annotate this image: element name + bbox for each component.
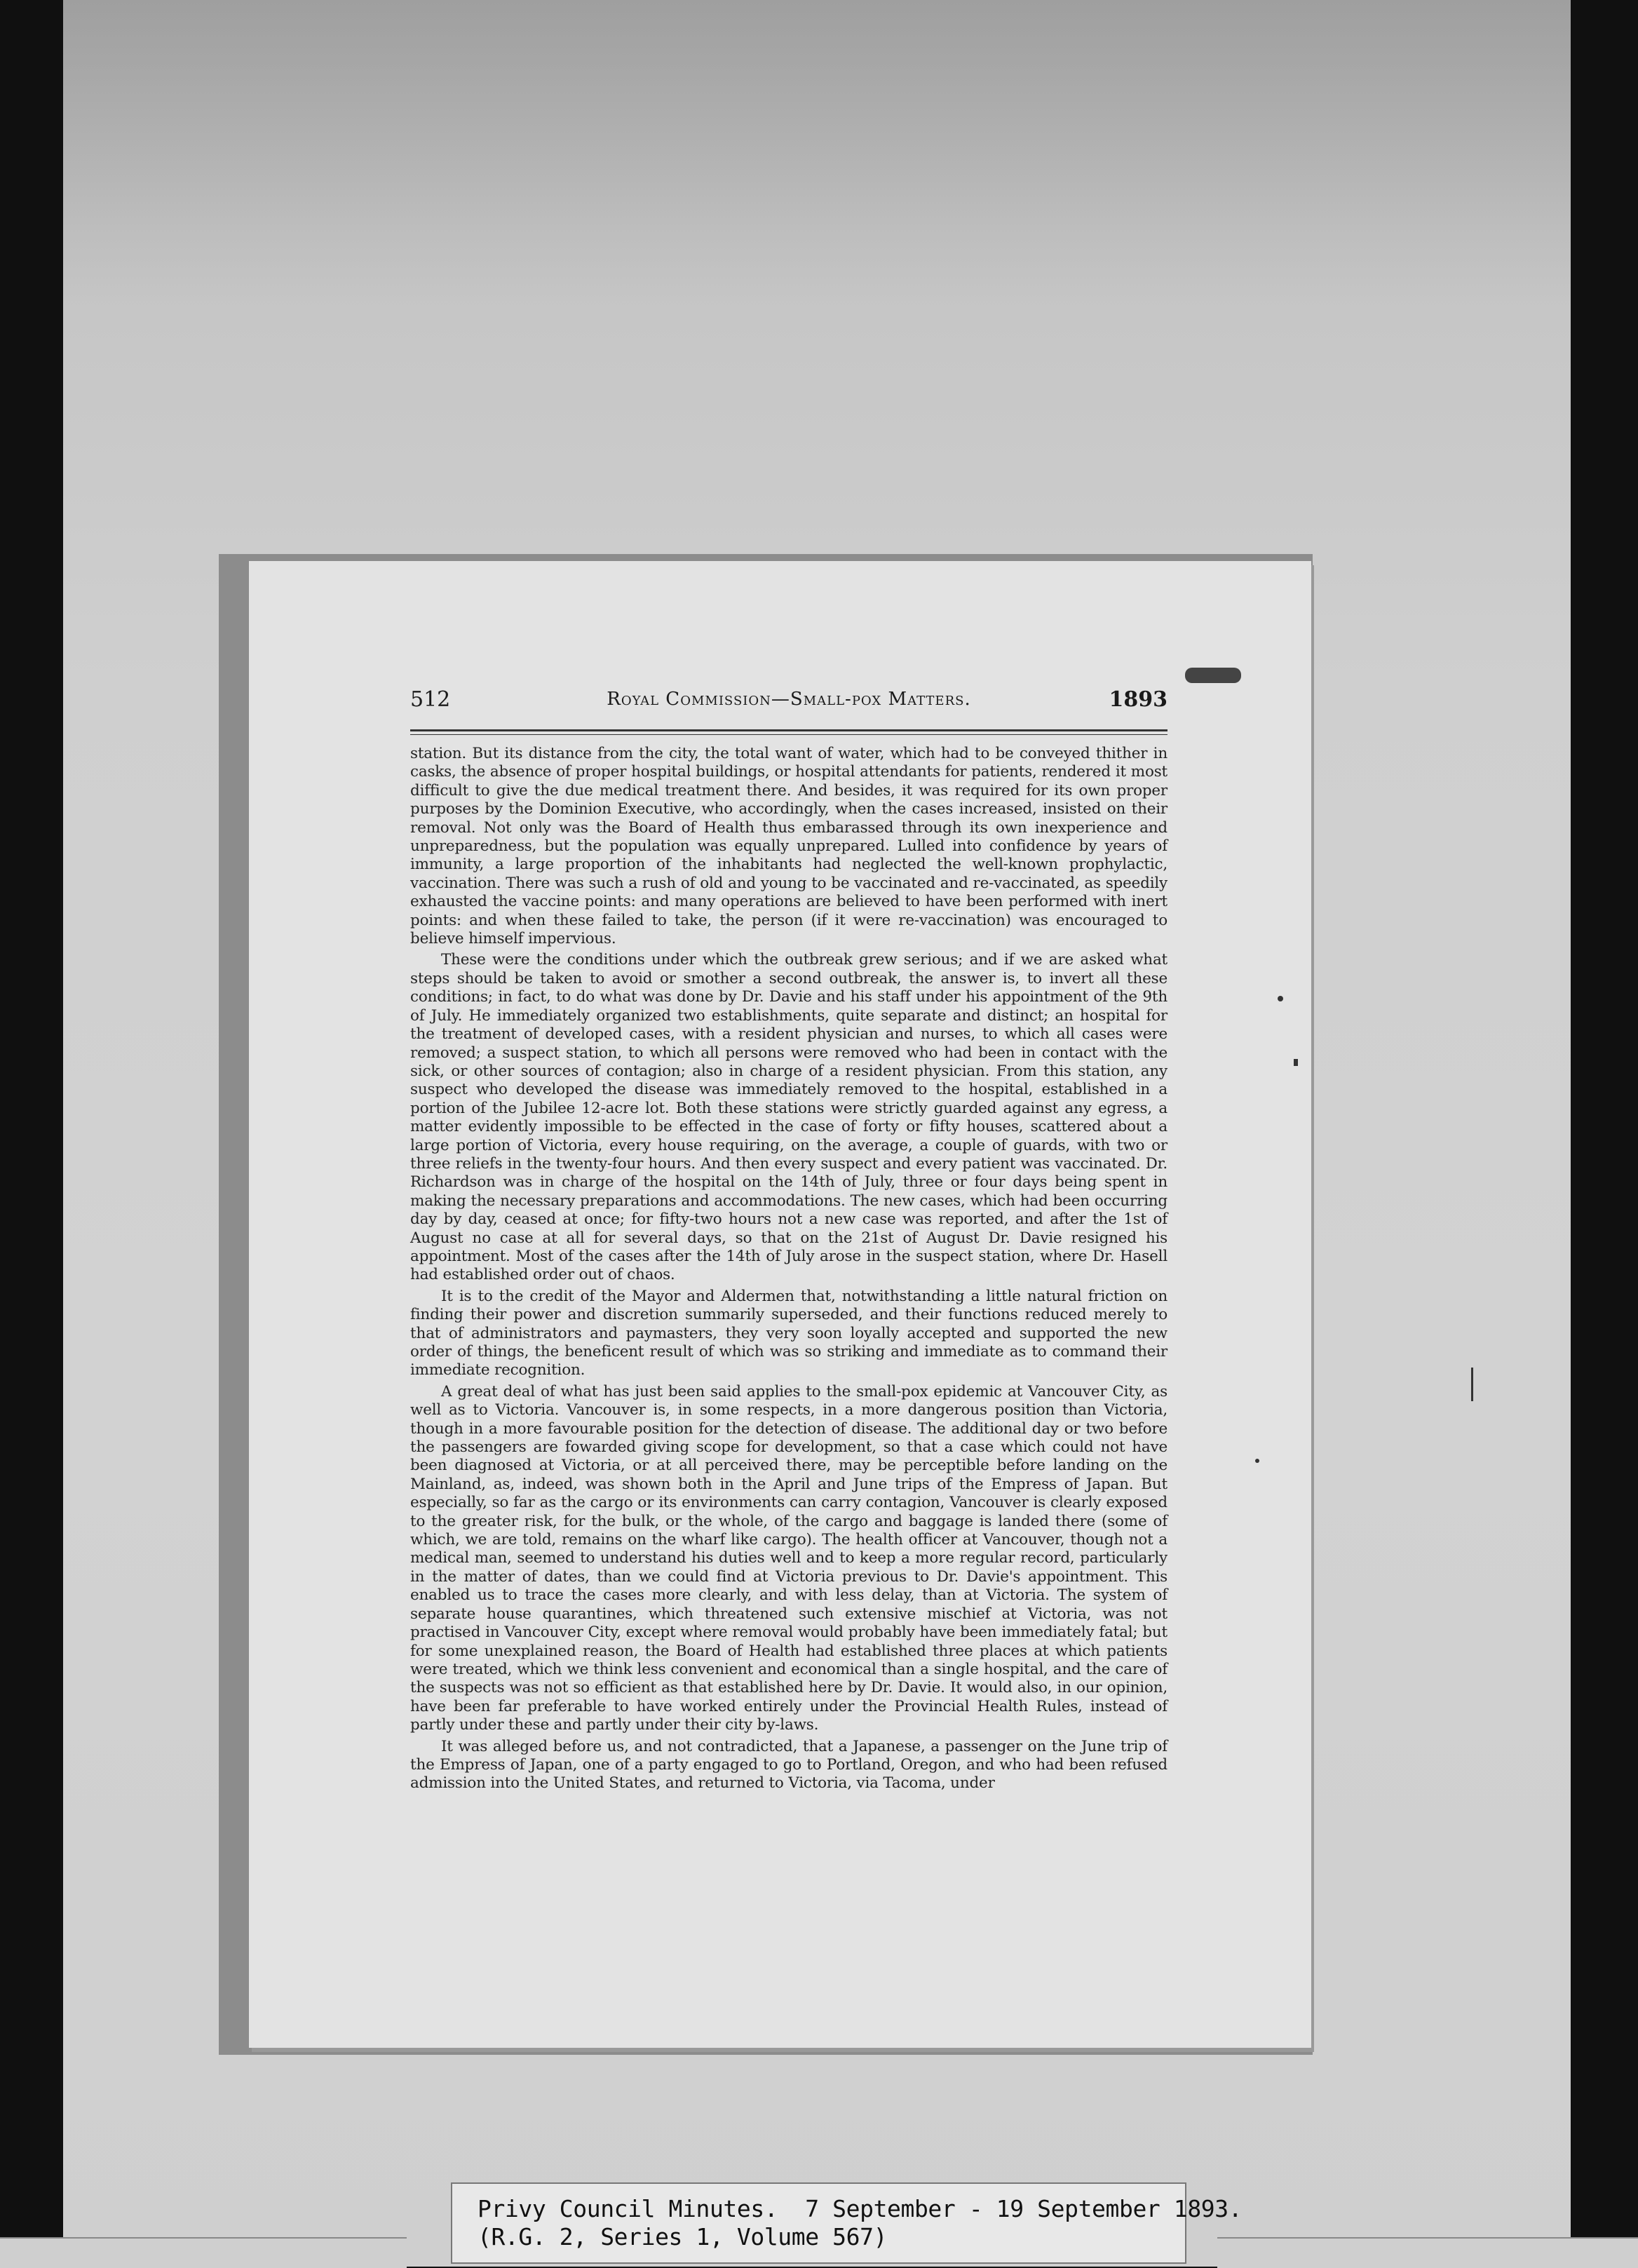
paragraph-2: These were the conditions under which the outbreak grew serious; and if we are asked what steps should be taken to avoid or smother a second outbreak, the answer is, to invert all these conditions; in fact, to do what was done by Dr. Davie and his staff under his appointment of the 9th of July. He immediately organized two establishments, quite separate and distinct; an hospital for the treatment of developed cases, with a resident physician and nurses, to which all cases were removed; a suspect station, to which all persons were removed who had been in contact with the sick, or other sources of contagion; also in charge of a resident physician. From this station, any suspect who developed the disease was immediately removed to the hospital, established in a portion of the Jubilee 12-acre lot. Both these stations were strictly guarded against any egress, a matter evidently impossible to be effected in the case of forty or fifty houses, scattered about a large portion of Victoria, every house requiring, on the average, a couple of guards, with two or three reliefs in the twenty-four hours. And then every suspect and every patient was vaccinated. Dr. Richardson was in charge of the hospital on the 14th of July, three or four days being spent in making the necessary preparations and accommodations. The new cases, which had been occurring day by day, ceased at once; for fifty-two hours not a new case was reported, and after the 1st of August no case at all for several days, so that on the 21st of August Dr. Davie resigned his appointment. Most of the cases after the 14th of July arose in the suspect station, where Dr. Hasell had established order out of chaos. <box>410 951 1167 1284</box>
film-edge-right <box>1217 2237 1638 2268</box>
document-page <box>249 561 1311 2048</box>
archive-label-text <box>478 2195 1243 2251</box>
corner-damage <box>1185 668 1241 683</box>
speck <box>1278 996 1283 1001</box>
paragraph-3: It is to the credit of the Mayor and Aldermen that, notwithstanding a little natural friction on finding their power and discretion summarily superseded, and their functions reduced merely to that of administrators and paymasters, they very soon loyally accepted and supported the new order of things, the beneficent result of which was so striking and immediate as to command their immediate recognition. <box>410 1287 1167 1379</box>
running-title: Royal Commission—Small-pox Matters. <box>607 689 971 710</box>
running-head <box>410 687 1167 722</box>
paragraph-1: station. But its distance from the city, the total want of water, which had to be conveyed thither in casks, the absence of proper hospital buildings, or hospital attendants for patients, rendered it most difficult to give the due medical treatment there. And besides, it was required for its own proper purposes by the Dominion Executive, who accordingly, when the cases increased, insisted on their removal. Not only was the Board of Health thus embarassed through its own inexperience and unpreparedness, but the population was equally unprepared. Lulled into confidence by years of immunity, a large proportion of the inhabitants had neglected the well-known prophylactic, vaccination. There was such a rush of old and young to be vaccinated and re-vaccinated, as speedily exhausted the vaccine points: and many operations are believed to have been performed with inert points: and when these failed to take, the person (if it were re-vaccination) was encouraged to believe himself impervious. <box>410 745 1167 948</box>
label-line-2: (R.G. 2, Series 1, Volume 567) <box>478 2223 888 2250</box>
archive-label <box>451 2182 1243 2264</box>
page-number: 512 <box>410 687 451 712</box>
speck <box>1294 1059 1298 1066</box>
speck <box>1471 1368 1473 1401</box>
body-text <box>410 745 1167 1796</box>
film-shading <box>63 0 1571 309</box>
paragraph-4: A great deal of what has just been said applies to the small-pox epidemic at Vancouver City, as well as to Victoria. Vancouver is, in some respects, in a more dangerous position than Victoria, though in a more favourable position for the detection of disease. The additional day or two before the passengers are fowarded giving scope for development, so that a case which could not have been diagnosed at Victoria, or at all perceived there, may be perceptible before landing on the Mainland, as, indeed, was shown both in the April and June trips of the Empress of Japan. But especially, so far as the cargo or its environments can carry contagion, Vancouver is clearly exposed to the greater risk, for the bulk, or the whole, of the cargo and baggage is landed there (some of which, we are told, remains on the wharf like cargo). The health officer at Vancouver, though not a medical man, seemed to understand his duties well and to keep a more regular record, particularly in the matter of dates, than we could find at Victoria previous to Dr. Davie's appointment. This enabled us to trace the cases more clearly, and with less delay, than at Victoria. The system of separate house quarantines, which threatened such extensive mischief at Victoria, was not practised in Vancouver City, except where removal would probably have been immediately fatal; but for some unexplained reason, the Board of Health had established three places at which patients were treated, which we think less convenient and economical than a single hospital, and the care of the suspects was not so efficient as that established here by Dr. Davie. It would also, in our opinion, have been far preferable to have worked entirely under the Provincial Health Rules, instead of partly under these and partly under their city by-laws. <box>410 1382 1167 1734</box>
label-line-1: Privy Council Minutes. 7 September - 19 September 1893. <box>478 2195 1243 2222</box>
speck <box>1255 1459 1259 1463</box>
page-year: 1893 <box>1109 687 1167 712</box>
film-edge-left <box>0 2237 407 2268</box>
header-rule-thick <box>410 729 1167 731</box>
paragraph-5: It was alleged before us, and not contradicted, that a Japanese, a passenger on the June trip of the Empress of Japan, one of a party engaged to go to Portland, Oregon, and who had been refused admission into the United States, and returned to Victoria, via Tacoma, under <box>410 1737 1167 1793</box>
header-rule-thin <box>410 734 1167 735</box>
